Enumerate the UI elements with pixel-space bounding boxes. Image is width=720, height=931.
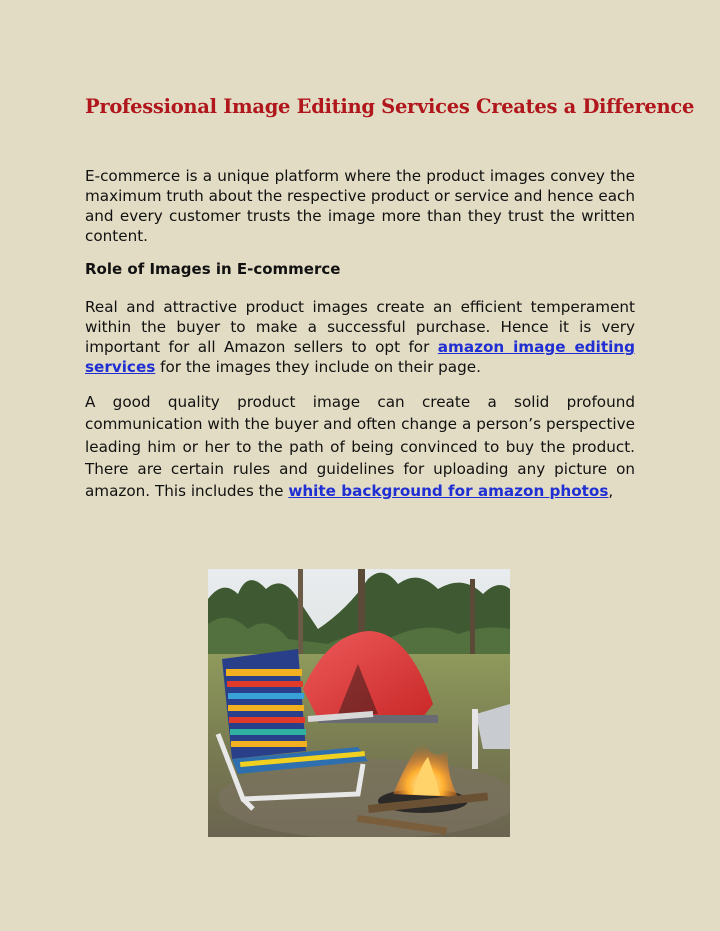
paragraph-text: for the images they include on their page. [155, 358, 481, 376]
paragraph-text: Real and attractive product images create an efficient temperament within the buyer to make a successful purchase. Hence it is very important for all Amazon sellers to opt for [85, 298, 635, 356]
paragraph-text: , [608, 482, 614, 501]
paragraph-image-importance [85, 297, 635, 377]
section-heading: Role of Images in E-commerce [85, 260, 341, 278]
camping-scene-image [208, 569, 510, 837]
amazon-image-editing-link[interactable]: amazon image editing services [85, 338, 635, 376]
paragraph-text: A good quality product image can create a solid profound communication with the buyer and often change a person’s perspective leading him or her to the path of being convinced to buy the product. There are certain rules and guidelines for uploading any picture on amazon. This includes the [85, 393, 635, 501]
camping-photo [208, 569, 510, 837]
paragraph-quality-image [85, 391, 635, 502]
document-title: Professional Image Editing Services Creates a Difference [85, 95, 695, 118]
white-background-link[interactable]: white background for amazon photos [288, 482, 609, 501]
intro-paragraph: E-commerce is a unique platform where the product images convey the maximum truth about the respective product or service and hence each and every customer trusts the image more than they trust the written content. [85, 167, 635, 245]
